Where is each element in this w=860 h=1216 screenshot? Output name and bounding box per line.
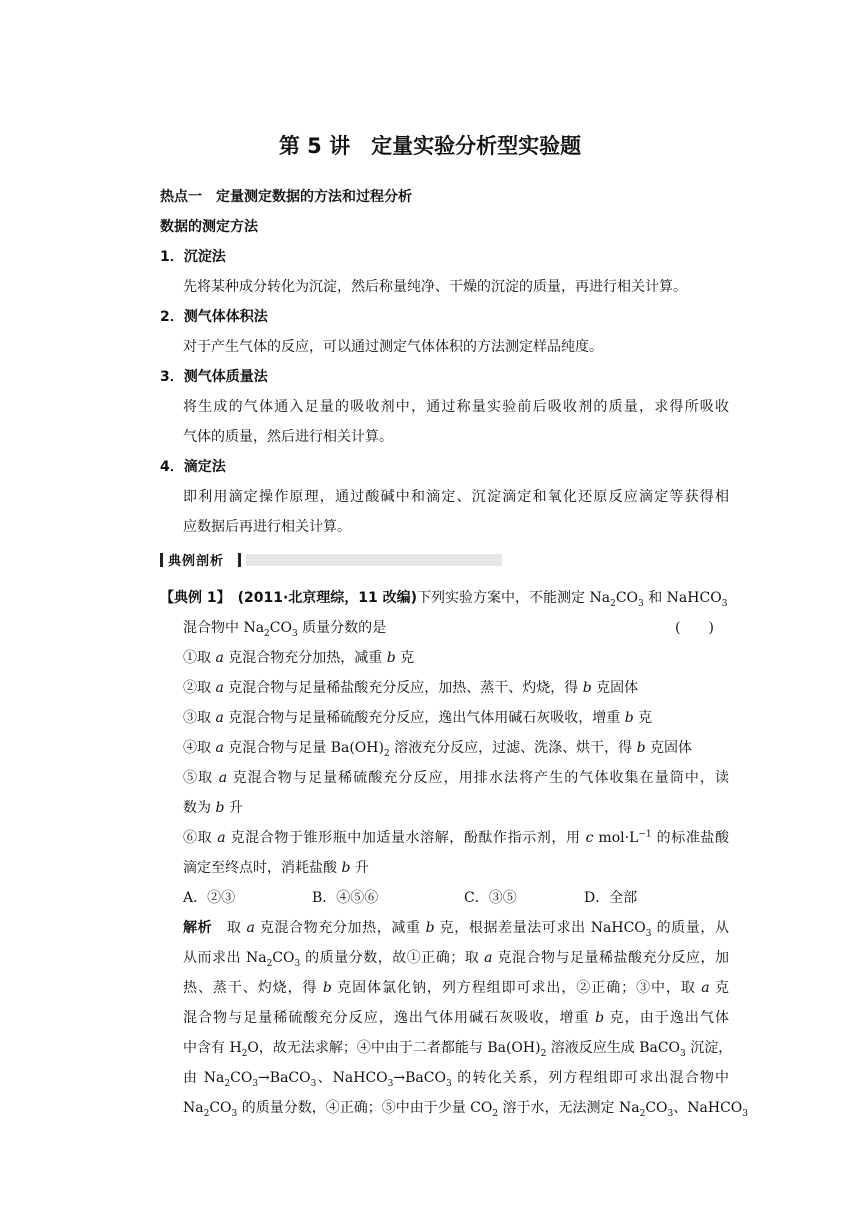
text-fragment: 3 [387, 1078, 394, 1089]
option-6 [183, 828, 729, 848]
text-fragment: 3 [310, 1078, 317, 1089]
text-fragment: 3 [645, 928, 652, 939]
text-fragment: −1 [638, 829, 652, 840]
text-fragment: b [425, 920, 435, 936]
text-fragment: 滴定至终点时，消耗盐酸 [183, 860, 342, 876]
text-fragment: 2 [492, 1108, 499, 1119]
text-fragment: 升 [224, 800, 243, 816]
text-fragment: 3 [291, 628, 298, 639]
section-bar-right-mark [238, 553, 241, 567]
text-fragment: ⑥取 [183, 830, 218, 846]
text-fragment: O，故无法求解；④中由于二者都能与 Ba(OH) [247, 1040, 541, 1056]
text-fragment: 溶于水，无法测定 Na [498, 1100, 640, 1116]
analysis-line-3 [183, 978, 729, 998]
text-fragment: 下列实验方案中，不能测定 Na [417, 590, 611, 606]
text-fragment: 2 [264, 628, 270, 639]
text-fragment: 3 [231, 1108, 238, 1119]
text-fragment: ⑤取 [183, 770, 219, 786]
text-fragment: a [215, 650, 224, 666]
choice-d: D．全部 [584, 890, 638, 906]
text-fragment: 克 [709, 980, 730, 996]
text-fragment: 2 [241, 1048, 248, 1059]
method-2-text: 对于产生气体的反应，可以通过测定气体体积的方法测定样品纯度。 [183, 339, 603, 355]
analysis-line-6 [183, 1068, 729, 1088]
text-fragment: b [341, 860, 351, 876]
text-fragment: 混合物中 Na [183, 620, 265, 636]
text-fragment: 溶液充分反应，过滤、洗涤、烘干，得 [389, 740, 637, 756]
text-fragment: a [701, 980, 710, 996]
section-label: 典例剖析 [168, 554, 225, 569]
analysis-line-5 [183, 1038, 733, 1059]
text-fragment: 取 [212, 920, 247, 936]
text-fragment: mol·L [593, 830, 639, 846]
text-fragment: 克 [395, 650, 415, 666]
text-fragment: 克混合物与足量稀盐酸充分反应，加热、蒸干、灼烧，得 [223, 680, 583, 696]
text-fragment: a [218, 770, 228, 786]
text-fragment: CO [230, 1070, 253, 1086]
text-fragment: 2 [266, 958, 273, 969]
text-fragment: 沉淀， [685, 1040, 733, 1056]
option-5 [183, 768, 729, 788]
text-fragment: b [322, 980, 332, 996]
section-bar-left-mark [160, 553, 163, 567]
text-fragment: 克固体 [645, 740, 693, 756]
text-fragment: 克混合物于锥形瓶中加适量水溶解，酚酞作指示剂，用 [225, 830, 586, 846]
section-bar-fill [246, 554, 502, 566]
text-fragment: 克，由于逸出气体 [604, 1010, 730, 1026]
choice-c: C．③⑤ [464, 890, 517, 906]
text-fragment: 从而求出 Na [183, 950, 267, 966]
method-4-text: 即利用滴定操作原理，通过酸碱中和滴定、沉淀滴定和氧化还原反应滴定等获得相 [183, 489, 729, 505]
text-fragment: b [595, 1010, 605, 1026]
methods-heading: 数据的测定方法 [160, 219, 258, 235]
text-fragment: a [215, 680, 224, 696]
text-fragment: 3 [294, 958, 301, 969]
text-fragment: CO [272, 950, 295, 966]
text-fragment: ④取 [183, 740, 216, 756]
text-fragment: b [386, 650, 396, 666]
analysis-label: 解析 [183, 920, 213, 936]
text-fragment: a [215, 710, 224, 726]
option-1 [183, 648, 414, 668]
text-fragment: ①取 [183, 650, 216, 666]
text-fragment: 克混合物充分加热，减重 [254, 920, 426, 936]
text-fragment: c [585, 830, 594, 846]
text-fragment: 2 [540, 1048, 547, 1059]
text-fragment: 质量分数的是 [297, 620, 387, 636]
text-fragment: 的质量，从 [651, 920, 729, 936]
hotspot-heading: 热点一 定量测定数据的方法和过程分析 [160, 189, 412, 205]
method-1-text: 先将某种成分转化为沉淀，然后称量纯净、干燥的沉淀的质量，再进行相关计算。 [183, 279, 687, 295]
method-3-text: 将生成的气体通入足量的吸收剂中，通过称量实验前后吸收剂的质量，求得所吸收 [183, 399, 729, 415]
text-fragment: 克混合物与足量稀盐酸充分反应，加 [492, 950, 730, 966]
text-fragment: 3 [252, 1078, 259, 1089]
text-fragment: CO [615, 590, 639, 606]
text-fragment: a [215, 740, 224, 756]
example-tag: 【典例 1】 [160, 590, 224, 606]
text-fragment: 2 [610, 598, 616, 609]
text-fragment: 3 [721, 598, 728, 609]
method-2-title: 2．测气体体积法 [160, 309, 268, 325]
analysis-line-2 [183, 948, 729, 968]
text-fragment: 2 [224, 1078, 231, 1089]
text-fragment: 3 [680, 1048, 686, 1059]
text-fragment: b [582, 680, 592, 696]
text-fragment: 克混合物与足量 Ba(OH) [223, 740, 384, 756]
text-fragment: 和 NaHCO [643, 590, 722, 606]
text-fragment: 的标准盐酸 [651, 830, 730, 846]
text-fragment: 克混合物与足量稀硫酸充分反应，逸出气体用碱石灰吸收，增重 [223, 710, 625, 726]
text-fragment: 3 [638, 598, 644, 609]
analysis-line-4 [183, 1008, 729, 1028]
text-fragment: 数为 [183, 800, 216, 816]
option-6-cont [183, 858, 369, 878]
text-fragment: 3 [445, 1078, 452, 1089]
text-fragment: 升 [350, 860, 369, 876]
text-fragment: 的质量分数，④正确；⑤中由于少量 CO [237, 1100, 493, 1116]
text-fragment: CO [209, 1100, 232, 1116]
text-fragment: 克混合物充分加热，减重 [223, 650, 387, 666]
text-fragment: a [246, 920, 255, 936]
text-fragment: 溶液反应生成 BaCO [546, 1040, 681, 1056]
text-fragment: CO [645, 1100, 668, 1116]
text-fragment: 热、蒸干、灼烧，得 [183, 980, 323, 996]
text-fragment: →BaCO [393, 1070, 446, 1086]
method-4-title: 4．滴定法 [160, 459, 226, 475]
example-question-line-1 [160, 588, 730, 608]
text-fragment: 克混合物与足量稀硫酸充分反应，用排水法将产生的气体收集在量筒中，读 [227, 770, 730, 786]
text-fragment: 混合物与足量稀硫酸充分反应，逸出气体用碱石灰吸收，增重 [183, 1010, 596, 1026]
example-source: (2011·北京理综，11 改编) [237, 590, 418, 606]
method-3-title: 3．测气体质量法 [160, 369, 268, 385]
text-fragment: 中含有 H [183, 1040, 242, 1056]
text-fragment: 、NaHCO [316, 1070, 388, 1086]
choice-a: A．②③ [183, 890, 236, 906]
method-1-title: 1．沉淀法 [160, 249, 226, 265]
text-fragment: 的质量分数，故①正确；取 [300, 950, 485, 966]
text-fragment: 克固体 [591, 680, 639, 696]
text-fragment: 2 [203, 1108, 210, 1119]
answer-bracket: ( ) [675, 620, 714, 636]
page-title: 第 5 讲 定量实验分析型实验题 [278, 134, 582, 158]
text-fragment: Na [183, 1100, 204, 1116]
method-4-text-cont: 应数据后再进行相关计算。 [183, 519, 351, 535]
analysis-line-1 [183, 918, 729, 938]
method-3-text-cont: 气体的质量，然后进行相关计算。 [183, 429, 393, 445]
option-5-cont [183, 798, 243, 818]
text-fragment: 由 Na [183, 1070, 225, 1086]
analysis-line-7 [183, 1098, 749, 1119]
text-fragment: →BaCO [258, 1070, 311, 1086]
option-3 [183, 708, 652, 728]
text-fragment: ③取 [183, 710, 216, 726]
text-fragment: 3 [742, 1108, 749, 1119]
text-fragment: a [217, 830, 226, 846]
text-fragment: b [636, 740, 646, 756]
option-2 [183, 678, 638, 698]
text-fragment: 克 [633, 710, 653, 726]
text-fragment: 克，根据差量法可求出 NaHCO [434, 920, 646, 936]
text-fragment: b [624, 710, 634, 726]
option-4 [183, 738, 692, 758]
text-fragment: 2 [383, 748, 390, 759]
text-fragment: CO [269, 620, 292, 636]
section-bar-example-analysis [160, 552, 502, 568]
text-fragment: 的转化关系，列方程组即可求出混合物中 [451, 1070, 730, 1086]
text-fragment: 克固体氯化钠，列方程组即可求出，②正确；③中，取 [331, 980, 702, 996]
text-fragment: a [484, 950, 493, 966]
text-fragment: 2 [639, 1108, 646, 1119]
choice-b: B．④⑤⑥ [312, 890, 379, 906]
example-question-line-2 [183, 618, 729, 638]
text-fragment: 3 [667, 1108, 674, 1119]
text-fragment: 、NaHCO [673, 1100, 743, 1116]
text-fragment: ②取 [183, 680, 216, 696]
text-fragment: b [215, 800, 225, 816]
